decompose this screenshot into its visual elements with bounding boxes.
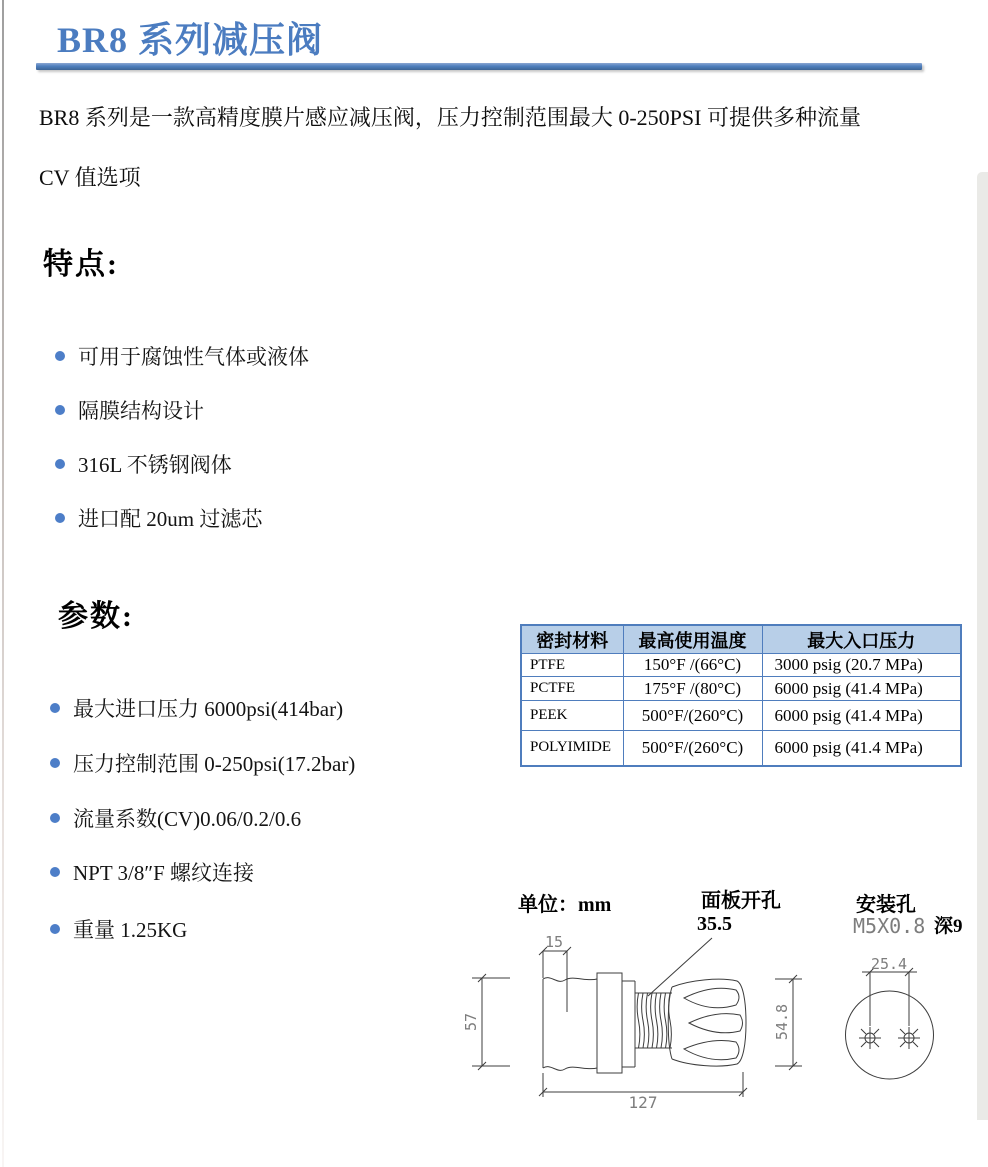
table-cell-pressure: 6000 psig (41.4 MPa) [762,701,961,731]
table-header-row [521,625,961,654]
mounting-hole-crosshair [898,1027,920,1049]
table-header-cell: 最大入口压力 [762,625,961,654]
parameter-item-label: 流量系数(CV)0.06/0.2/0.6 [73,807,302,831]
parameter-item-label: 最大进口压力 6000psi(414bar) [73,697,344,721]
table-row [521,731,961,766]
mounting-hole-crosshair [859,1027,881,1049]
parameter-item-label: 压力控制范围 0-250psi(17.2bar) [73,752,356,776]
panel-hole-label: 面板开孔 [701,890,781,912]
end-view-body-circle [846,991,934,1079]
table-cell-material: PTFE [521,654,623,677]
table-cell-temperature: 175°F /(80°C) [623,677,762,701]
table-header-cell: 密封材料 [521,625,623,654]
dim-127-label: 127 [628,1093,658,1112]
table-cell-temperature: 150°F /(66°C) [623,654,762,677]
feature-item-label: 隔膜结构设计 [78,399,204,423]
knob-flute-middle [689,1014,743,1033]
bullet-icon [55,459,65,469]
knob-flute-bottom [684,1041,739,1060]
panel-hole-leader [648,938,712,996]
materials-table [520,624,962,767]
table-row [521,677,961,701]
parameter-item-label: 重量 1.25KG [73,918,188,942]
mount-hole-depth-spec: 深9 [934,916,963,937]
bullet-icon [50,703,60,713]
parameters-heading: 参数: [58,600,134,633]
intro-paragraph-line-1: BR8 系列是一款高精度膜片感应减压阀，压力控制范围最大 0-250PSI 可提供多种流量 [39,105,861,130]
bullet-icon [50,758,60,768]
knob-outline [668,979,746,1066]
parameter-item-label: NPT 3/8″F 螺纹连接 [73,861,255,885]
table-cell-material: PCTFE [521,677,623,701]
feature-item [55,503,262,533]
valve-neck [622,981,635,1067]
mounting-hole [904,1033,914,1043]
dim-57-bracket [472,974,510,1070]
panel-hole-value: 35.5 [697,913,732,935]
parameter-item [50,693,343,723]
table-row [521,701,961,731]
dim-25-4-lines [862,968,917,1026]
valve-body-outline [543,978,597,1071]
drawing-labels [462,888,963,1112]
parameter-item [50,803,301,833]
valve-flange [597,973,622,1073]
thread-edges [635,993,672,1048]
features-heading: 特点: [43,248,119,281]
bullet-icon [50,867,60,877]
page-left-border [2,0,4,1167]
parameter-item [50,914,187,944]
table-cell-material: PEEK [521,701,623,731]
table-cell-temperature: 500°F/(260°C) [623,731,762,766]
feature-item-label: 316L 不锈钢阀体 [78,453,232,477]
title-rule [36,63,922,70]
dim-127-lines [539,1072,747,1097]
table-header-cell: 最高使用温度 [623,625,762,654]
table-cell-pressure: 6000 psig (41.4 MPa) [762,677,961,701]
bullet-icon [50,924,60,934]
feature-item-label: 进口配 20um 过滤芯 [78,507,263,531]
table-cell-pressure: 3000 psig (20.7 MPa) [762,654,961,677]
table-row [521,654,961,677]
dim-25-4-label: 25.4 [870,955,908,973]
feature-item [55,395,204,425]
thread-ridges [637,993,671,1048]
dim-57-label: 57 [462,1012,480,1032]
dim-15-lines [539,947,571,1012]
bullet-icon [55,405,65,415]
page-title: BR8 系列减压阀 [57,20,324,60]
units-label: 单位：mm [518,894,612,916]
knob-flute-top [684,988,739,1008]
feature-item [55,449,232,479]
dim-54-8-bracket [775,975,802,1070]
mount-hole-label: 安装孔 [856,894,916,916]
bullet-icon [50,813,60,823]
bullet-icon [55,513,65,523]
mounting-hole [865,1033,875,1043]
page-right-edge-strip [977,172,988,1120]
table-cell-material: POLYIMIDE [521,731,623,766]
mount-hole-thread-spec: M5X0.8 [853,914,926,938]
dim-54-8-label: 54.8 [773,1003,791,1041]
feature-item-label: 可用于腐蚀性气体或液体 [78,345,309,369]
table-cell-temperature: 500°F/(260°C) [623,701,762,731]
side-view-drawing [472,938,802,1097]
intro-paragraph-line-2: CV 值选项 [39,165,141,190]
end-view-drawing [846,968,934,1079]
bullet-icon [55,351,65,361]
table-cell-pressure: 6000 psig (41.4 MPa) [762,731,961,766]
feature-item [55,341,309,371]
parameter-item [50,748,355,778]
parameter-item [50,857,254,887]
dim-15-label: 15 [545,933,564,951]
